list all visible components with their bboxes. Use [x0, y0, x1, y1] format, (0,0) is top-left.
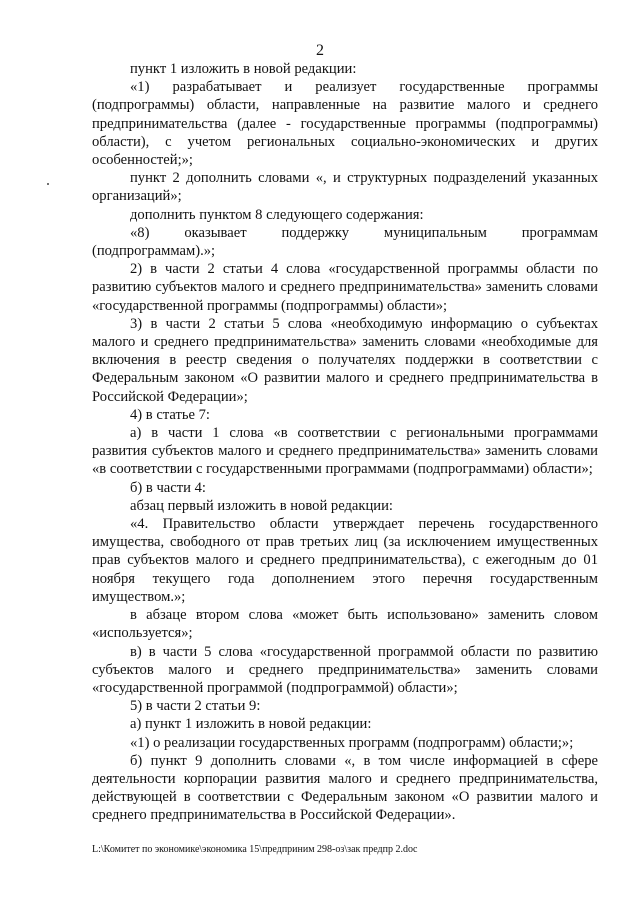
paragraph: 4) в статье 7: [130, 406, 210, 423]
paragraph: «1) разрабатывает и реализует государственные программы (подпрограммы) области, направленные на развитие малого и среднего предпринимательства (далее - государственные программы (подпрограммы) области), с учетом региональных социально-экономических и других особенностей;»; [92, 79, 598, 169]
page-number: 2 [316, 42, 324, 59]
paragraph: в абзаце втором слова «может быть использовано» заменить словом «используется»; [92, 607, 598, 642]
paragraph: а) пункт 1 изложить в новой редакции: [130, 716, 372, 733]
paragraph: а) в части 1 слова «в соответствии с региональными программами развития субъектов малого и среднего предпринимательства» заменить словами «в соответствии с государственными программами (подпрограммами) области»; [92, 425, 598, 478]
paragraph: дополнить пунктом 8 следующего содержания: [130, 206, 424, 223]
scan-speck [47, 183, 49, 185]
paragraph: «8) оказывает поддержку муниципальным программам (подпрограммам).»; [92, 224, 598, 260]
document-body [92, 60, 598, 825]
paragraph: пункт 2 дополнить словами «, и структурных подразделений указанных организаций»; [92, 170, 598, 205]
paragraph: в) в части 5 слова «государственной программой области по развитию субъектов малого и среднего предпринимательства» заменить словами «государственной программой (подпрограммой) области»; [92, 643, 598, 696]
paragraph: 5) в части 2 статьи 9: [130, 698, 261, 715]
paragraph: б) в части 4: [130, 479, 206, 496]
paragraph: пункт 1 изложить в новой редакции: [130, 61, 357, 77]
paragraph: «1) о реализации государственных программ (подпрограмм) области;»; [130, 734, 574, 751]
paragraph: абзац первый изложить в новой редакции: [130, 497, 393, 514]
paragraph: 3) в части 2 статьи 5 слова «необходимую информацию о субъектах малого и среднего предпринимательства» заменить словами «необходимые для включения в реестр сведения о получателях поддержки в соответствии с Федеральным законом «О развитии малого и среднего предпринимательства в Российской Федерации»; [92, 315, 598, 405]
file-path-footer: L:\Комитет по экономике\экономика 15\предприним 298-оз\зак предпр 2.doc [92, 844, 418, 855]
paragraph: 2) в части 2 статьи 4 слова «государственной программы области по развитию субъектов малого и среднего предпринимательства» заменить словами «государственной программы (подпрограммы) области»; [92, 261, 598, 314]
paragraph: б) пункт 9 дополнить словами «, в том числе информацией в сфере деятельности корпорации развития малого и среднего предпринимательства, действующей в соответствии с Федеральным законом «О развитии малого и среднего предпринимательства в Российской Федерации». [92, 752, 598, 824]
paragraph: «4. Правительство области утверждает перечень государственного имущества, свободного от прав третьих лиц (за исключением имущественных прав субъектов малого и среднего предпринимательства), с ежегодным до 01 ноября текущего года дополнением этого перечня государственным имуществом.»; [92, 516, 598, 605]
